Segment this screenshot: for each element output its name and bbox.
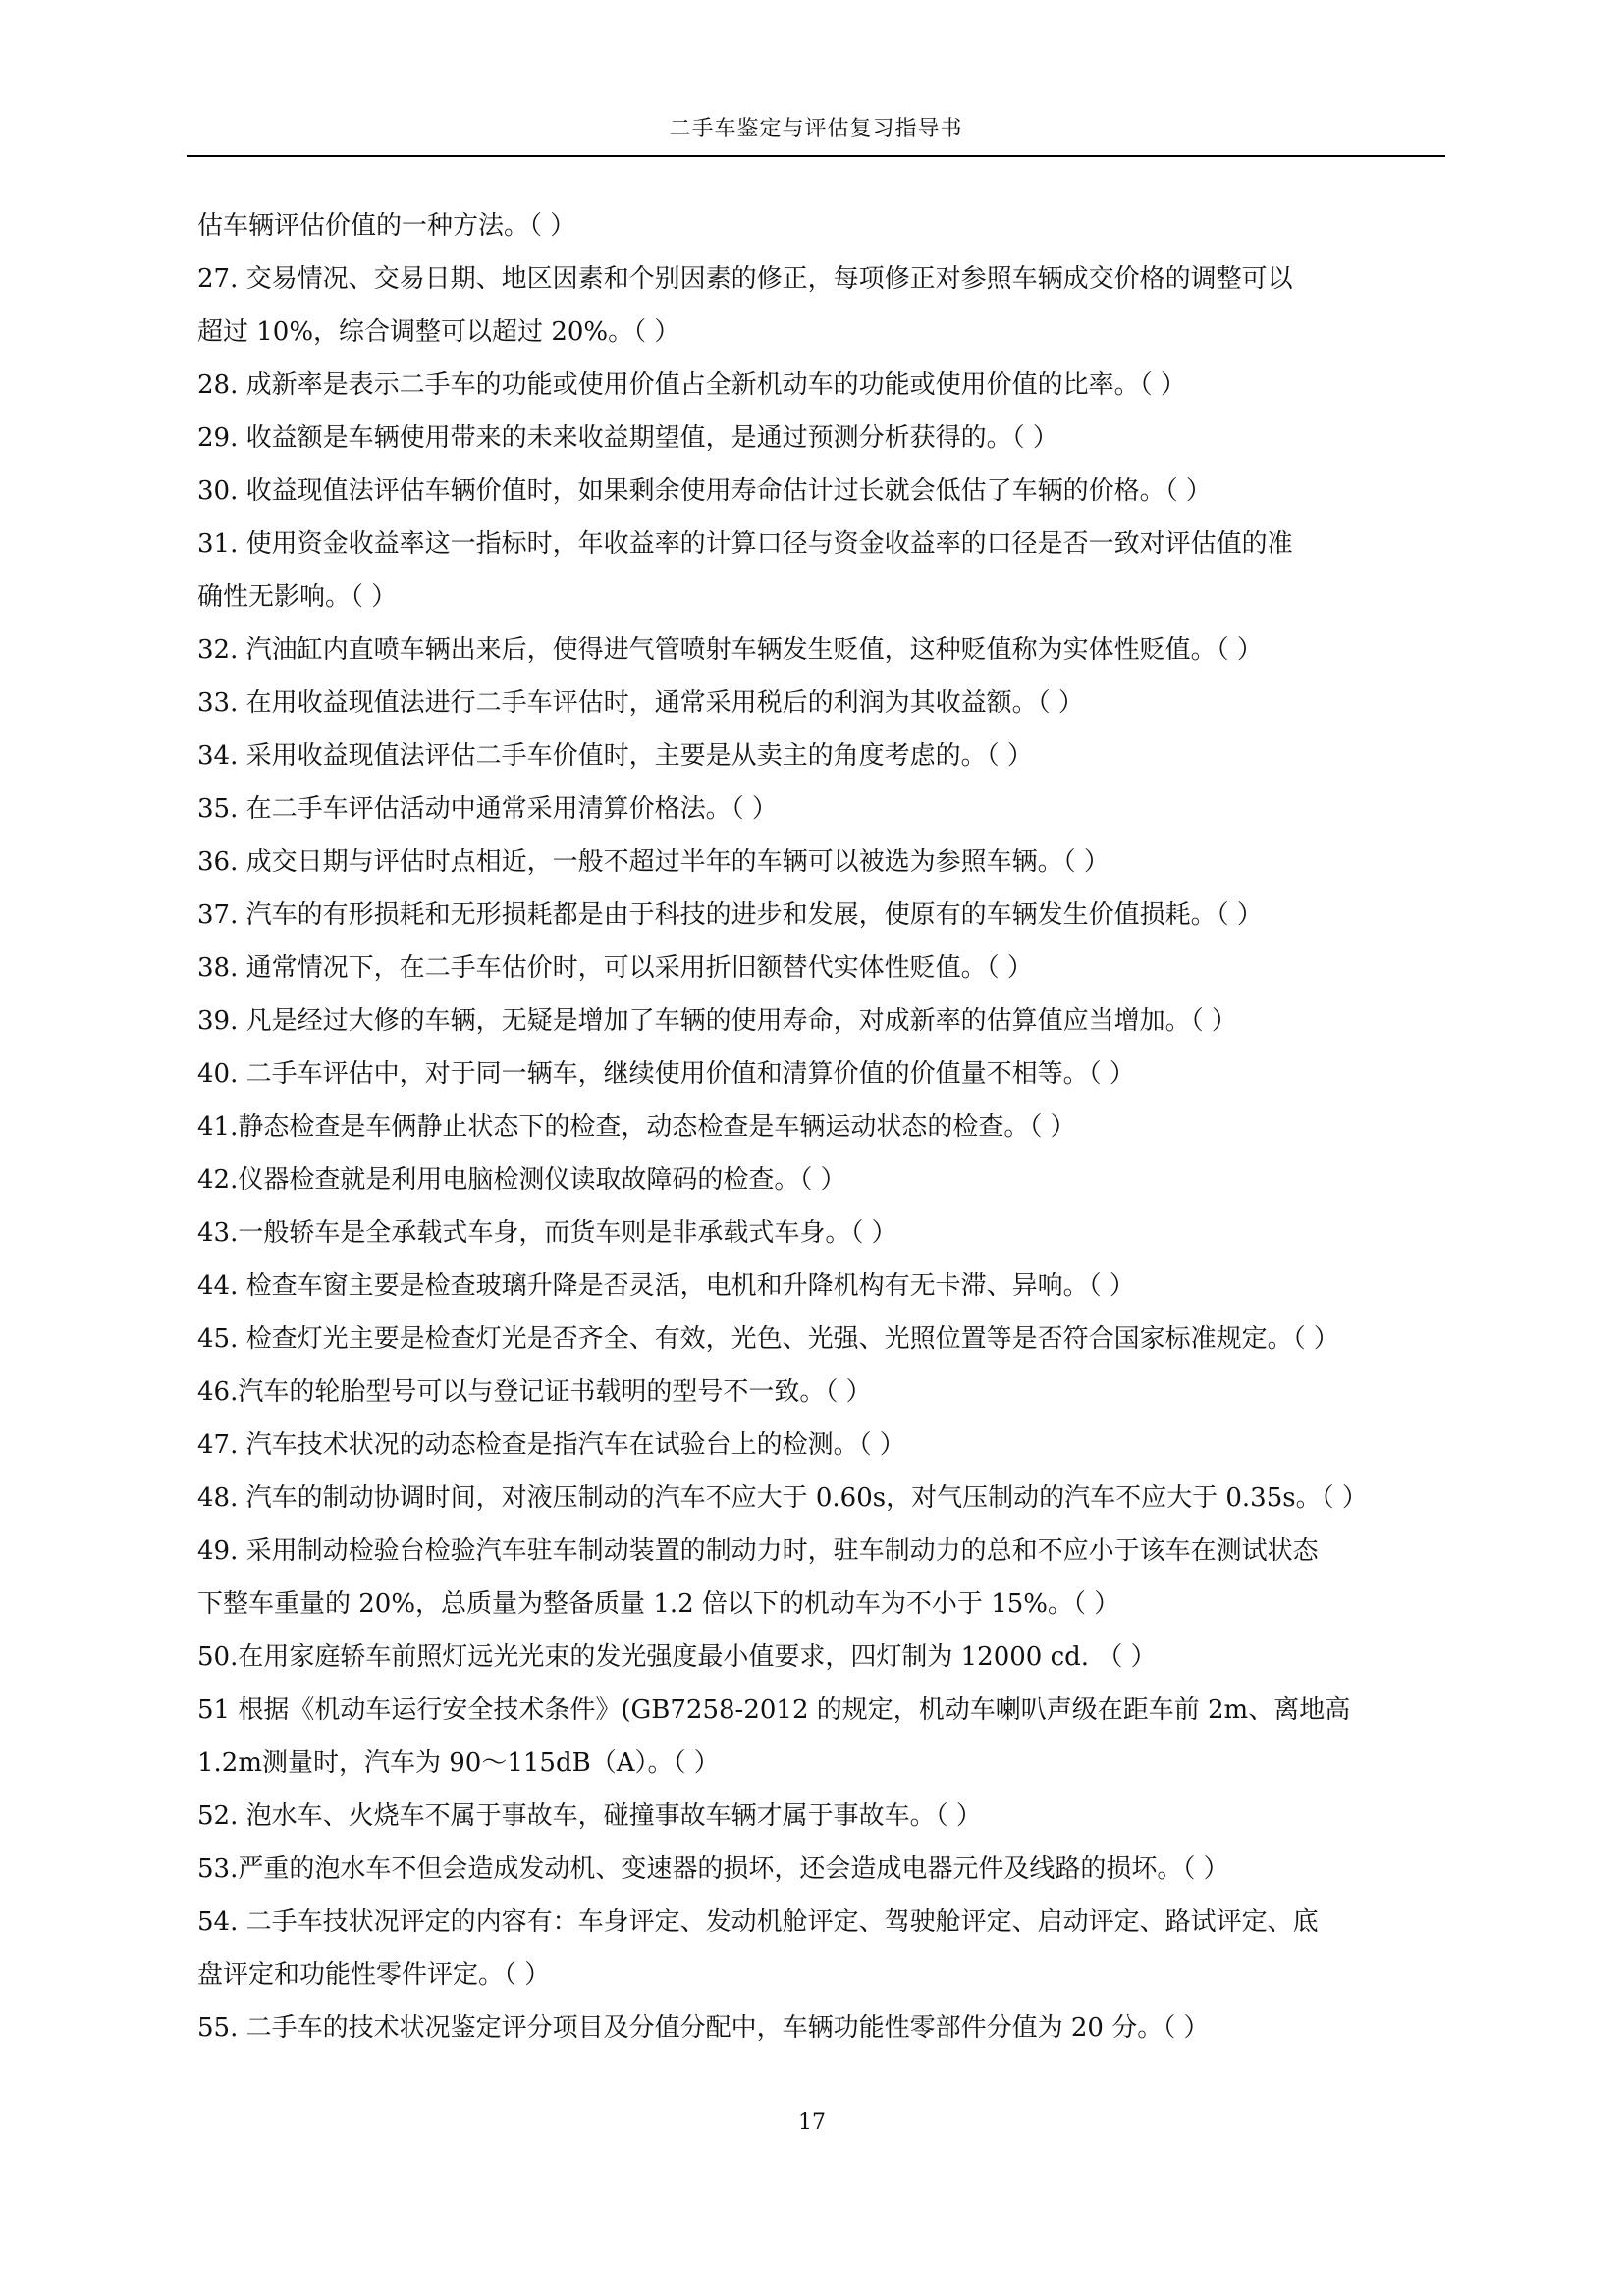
text-line-10: 33. 在用收益现值法进行二手车评估时，通常采用税后的利润为其收益额。（ ） <box>197 688 1084 718</box>
text-line-15: 38. 通常情况下，在二手车估价时，可以采用折旧额替代实体性贬值。（ ） <box>197 953 1033 983</box>
text-line-9: 32. 汽油缸内直喷车辆出来后，使得进气管喷射车辆发生贬值，这种贬值称为实体性贬值。（ ） <box>197 635 1263 665</box>
text-line-18: 41.静态检查是车俩静止状态下的检查，动态检查是车辆运动状态的检查。（ ） <box>197 1112 1076 1142</box>
text-line-5: 29. 收益额是车辆使用带来的未来收益期望值，是通过预测分析获得的。（ ） <box>197 423 1058 453</box>
text-line-8: 确性无影响。（ ） <box>197 582 398 612</box>
text-line-3: 超过 10%，综合调整可以超过 20%。（ ） <box>197 317 680 347</box>
text-line-31: 52. 泡水车、火烧车不属于事故车，碰撞事故车辆才属于事故车。（ ） <box>197 1801 982 1831</box>
text-line-11: 34. 采用收益现值法评估二手车价值时，主要是从卖主的角度考虑的。（ ） <box>197 741 1033 771</box>
text-line-14: 37. 汽车的有形损耗和无形损耗都是由于科技的进步和发展，使原有的车辆发生价值损耗。（ ） <box>197 900 1263 930</box>
text-line-17: 40. 二手车评估中，对于同一辆车，继续使用价值和清算价值的价值量不相等。（ ） <box>197 1059 1135 1089</box>
text-line-6: 30. 收益现值法评估车辆价值时，如果剩余使用寿命估计过长就会低估了车辆的价格。（ ） <box>197 476 1212 506</box>
text-line-4: 28. 成新率是表示二手车的功能或使用价值占全新机动车的功能或使用价值的比率。（ ） <box>197 370 1186 400</box>
text-line-34: 盘评定和功能性零件评定。（ ） <box>197 1960 551 1990</box>
text-line-20: 43.一般轿车是全承载式车身，而货车则是非承载式车身。（ ） <box>197 1218 897 1248</box>
text-line-30: 1.2m测量时，汽车为 90～115dB（A）。（ ） <box>197 1748 720 1778</box>
page-header <box>187 110 1445 157</box>
document-body <box>197 199 1444 2055</box>
text-line-13: 36. 成交日期与评估时点相近，一般不超过半年的车辆可以被选为参照车辆。（ ） <box>197 847 1110 877</box>
page-number: 17 <box>798 2110 826 2135</box>
text-line-12: 35. 在二手车评估活动中通常采用清算价格法。（ ） <box>197 794 778 824</box>
text-line-7: 31. 使用资金收益率这一指标时，年收益率的计算口径与资金收益率的口径是否一致对评估值的准 <box>197 529 1293 559</box>
text-line-19: 42.仪器检查就是利用电脑检测仪读取故障码的检查。（ ） <box>197 1165 846 1195</box>
text-line-29: 51 根据《机动车运行安全技术条件》(GB7258-2012 的规定，机动车喇叭声级在距车前 2m、离地高 <box>197 1695 1351 1725</box>
text-line-27: 下整车重量的 20%，总质量为整备质量 1.2 倍以下的机动车为不小于 15%。（ ） <box>197 1589 1120 1619</box>
text-line-16: 39. 凡是经过大修的车辆，无疑是增加了车辆的使用寿命，对成新率的估算值应当增加。（ ） <box>197 1006 1237 1036</box>
text-line-28: 50.在用家庭轿车前照灯远光光束的发光强度最小值要求，四灯制为 12000 cd. （ ） <box>197 1642 1157 1672</box>
text-line-22: 45. 检查灯光主要是检查灯光是否齐全、有效，光色、光强、光照位置等是否符合国家标准规定。（ ） <box>197 1324 1339 1354</box>
text-line-35: 55. 二手车的技术状况鉴定评分项目及分值分配中，车辆功能性零部件分值为 20 分。（ ） <box>197 2013 1210 2043</box>
text-line-1: 估车辆评估价值的一种方法。（ ） <box>197 211 576 240</box>
text-line-23: 46.汽车的轮胎型号可以与登记证书载明的型号不一致。（ ） <box>197 1377 872 1407</box>
text-line-21: 44. 检查车窗主要是检查玻璃升降是否灵活，电机和升降机构有无卡滞、异响。（ ） <box>197 1271 1135 1301</box>
text-line-2: 27. 交易情况、交易日期、地区因素和个别因素的修正，每项修正对参照车辆成交价格的调整可以 <box>197 264 1293 294</box>
header-title: 二手车鉴定与评估复习指导书 <box>669 117 963 141</box>
text-line-25: 48. 汽车的制动协调时间，对液压制动的汽车不应大于 0.60s，对气压制动的汽车不应大于 0.35s。（ ） <box>197 1483 1368 1513</box>
text-line-33: 54. 二手车技状况评定的内容有：车身评定、发动机舱评定、驾驶舱评定、启动评定、路试评定、底 <box>197 1907 1319 1937</box>
text-line-32: 53.严重的泡水车不但会造成发动机、变速器的损坏，还会造成电器元件及线路的损坏。（ ） <box>197 1854 1229 1884</box>
text-line-24: 47. 汽车技术状况的动态检查是指汽车在试验台上的检测。（ ） <box>197 1430 905 1460</box>
text-line-26: 49. 采用制动检验台检验汽车驻车制动装置的制动力时，驻车制动力的总和不应小于该车在测试状态 <box>197 1536 1319 1566</box>
